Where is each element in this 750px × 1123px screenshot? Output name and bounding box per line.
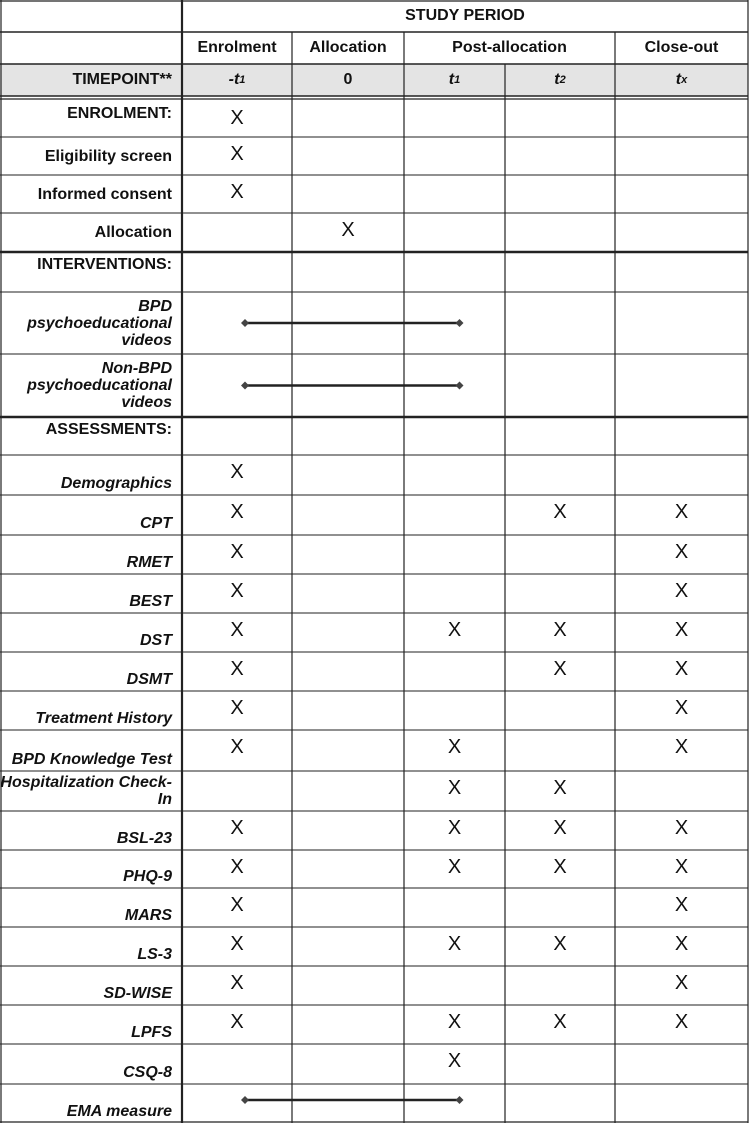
mark-bpd-knowledge-test-col-0: X bbox=[230, 736, 244, 758]
row-label-treatment-history: Treatment History bbox=[35, 710, 172, 727]
phase-header-close-out: Close-out bbox=[644, 39, 719, 56]
row-label-bpd-psychoeducational-videos: BPD psychoeducational videos bbox=[27, 297, 172, 349]
mark-csq-8-col-2: X bbox=[447, 1050, 462, 1072]
timepoint-subscript: x bbox=[681, 74, 688, 86]
mark-bpd-knowledge-test-col-2: X bbox=[447, 736, 462, 758]
mark-bsl-23-col-0: X bbox=[230, 817, 244, 839]
row-label-cpt: CPT bbox=[140, 515, 172, 532]
row-label-rmet: RMET bbox=[126, 554, 172, 571]
mark-sd-wise-col-4: X bbox=[674, 972, 689, 994]
row-label-eligibility-screen: Eligibility screen bbox=[44, 147, 172, 165]
arrow-diamond-non-bpd-psychoeducational-videos-1 bbox=[456, 382, 464, 390]
timepoint-4 bbox=[615, 64, 748, 96]
row-label-phq-9: PHQ-9 bbox=[123, 868, 172, 885]
row-label-demographics: Demographics bbox=[60, 475, 172, 492]
mark-enrolment-col-0: X bbox=[230, 107, 244, 129]
row-label-csq-8: CSQ-8 bbox=[123, 1064, 172, 1081]
phase-header-allocation: Allocation bbox=[309, 39, 387, 56]
arrow-diamond-ema-measure-1 bbox=[456, 1096, 464, 1104]
mark-phq-9-col-2: X bbox=[447, 856, 462, 878]
mark-dsmt-col-3: X bbox=[553, 658, 567, 680]
row-label-mars: MARS bbox=[124, 907, 172, 924]
phase-header-enrolment: Enrolment bbox=[197, 39, 277, 56]
timepoint-0 bbox=[182, 64, 292, 96]
mark-cpt-col-0: X bbox=[230, 501, 244, 523]
timepoint-2 bbox=[404, 64, 505, 96]
mark-dst-col-2: X bbox=[447, 619, 462, 641]
mark-lpfs-col-3: X bbox=[553, 1011, 567, 1033]
timepoint-subscript: 2 bbox=[559, 74, 566, 86]
row-label-ls-3: LS-3 bbox=[137, 946, 172, 963]
mark-ls-3-col-4: X bbox=[674, 933, 689, 955]
timepoint-symbol: 0 bbox=[343, 71, 353, 88]
study-period-heading: STUDY PERIOD bbox=[405, 7, 525, 24]
mark-hospitalization-check-in-col-2: X bbox=[447, 777, 462, 799]
mark-dsmt-col-0: X bbox=[230, 658, 244, 680]
mark-phq-9-col-3: X bbox=[553, 856, 567, 878]
arrow-diamond-bpd-psychoeducational-videos-0 bbox=[241, 319, 249, 327]
mark-mars-col-0: X bbox=[230, 894, 244, 916]
row-label-sd-wise: SD-WISE bbox=[103, 985, 172, 1002]
mark-dst-col-3: X bbox=[553, 619, 567, 641]
mark-phq-9-col-0: X bbox=[230, 856, 244, 878]
row-label-allocation: Allocation bbox=[94, 224, 172, 241]
row-label-interventions: INTERVENTIONS: bbox=[37, 256, 172, 273]
mark-best-col-4: X bbox=[674, 580, 689, 602]
mark-mars-col-4: X bbox=[674, 894, 689, 916]
mark-bsl-23-col-2: X bbox=[447, 817, 462, 839]
arrow-diamond-non-bpd-psychoeducational-videos-0 bbox=[241, 382, 249, 390]
mark-phq-9-col-4: X bbox=[674, 856, 689, 878]
row-label-lpfs: LPFS bbox=[131, 1024, 172, 1041]
row-label-enrolment: ENROLMENT: bbox=[67, 105, 172, 122]
row-label-non-bpd-psychoeducational-videos: Non-BPD psychoeducational videos bbox=[27, 360, 172, 411]
timepoint-symbol: -t bbox=[228, 71, 240, 88]
mark-lpfs-col-0: X bbox=[230, 1011, 244, 1033]
row-label-ema-measure: EMA measure bbox=[66, 1103, 172, 1120]
mark-eligibility-screen-col-0: X bbox=[230, 143, 244, 165]
row-label-dsmt: DSMT bbox=[126, 671, 172, 688]
mark-lpfs-col-2: X bbox=[447, 1011, 462, 1033]
mark-cpt-col-3: X bbox=[553, 501, 567, 523]
arrow-diamond-bpd-psychoeducational-videos-1 bbox=[456, 319, 464, 327]
row-label-bsl-23: BSL-23 bbox=[116, 830, 172, 847]
mark-rmet-col-0: X bbox=[230, 541, 244, 563]
timepoint-subscript: 1 bbox=[239, 74, 246, 86]
phase-header-post-allocation: Post-allocation bbox=[452, 39, 567, 56]
mark-bpd-knowledge-test-col-4: X bbox=[674, 736, 689, 758]
timepoint-3 bbox=[505, 64, 615, 96]
mark-bsl-23-col-3: X bbox=[553, 817, 567, 839]
mark-demographics-col-0: X bbox=[230, 461, 244, 483]
mark-ls-3-col-2: X bbox=[447, 933, 462, 955]
row-label-assessments: ASSESSMENTS: bbox=[45, 421, 172, 438]
mark-rmet-col-4: X bbox=[674, 541, 689, 563]
mark-lpfs-col-4: X bbox=[674, 1011, 689, 1033]
mark-sd-wise-col-0: X bbox=[230, 972, 244, 994]
mark-hospitalization-check-in-col-3: X bbox=[553, 777, 567, 799]
mark-ls-3-col-0: X bbox=[230, 933, 244, 955]
timepoint-symbol: t bbox=[448, 71, 455, 88]
mark-treatment-history-col-4: X bbox=[674, 697, 689, 719]
mark-best-col-0: X bbox=[230, 580, 244, 602]
row-label-informed-consent: Informed consent bbox=[37, 185, 172, 203]
mark-informed-consent-col-0: X bbox=[230, 181, 244, 203]
row-label-best: BEST bbox=[129, 593, 172, 610]
arrow-diamond-ema-measure-0 bbox=[241, 1096, 249, 1104]
row-label-hospitalization-check-in: Hospitalization Check-In bbox=[0, 774, 172, 808]
mark-cpt-col-4: X bbox=[674, 501, 689, 523]
timepoint-symbol: t bbox=[675, 71, 682, 88]
mark-allocation-col-1: X bbox=[341, 219, 355, 241]
mark-treatment-history-col-0: X bbox=[230, 697, 244, 719]
mark-dst-col-4: X bbox=[674, 619, 689, 641]
row-label-bpd-knowledge-test: BPD Knowledge Test bbox=[11, 751, 172, 768]
row-label-dst: DST bbox=[140, 632, 172, 649]
timepoint-symbol: t bbox=[554, 71, 560, 88]
mark-bsl-23-col-4: X bbox=[674, 817, 689, 839]
mark-ls-3-col-3: X bbox=[553, 933, 567, 955]
timepoint-1 bbox=[292, 64, 404, 96]
timepoint-subscript: 1 bbox=[454, 74, 461, 86]
mark-dsmt-col-4: X bbox=[674, 658, 689, 680]
mark-dst-col-0: X bbox=[230, 619, 244, 641]
timepoint-label: TIMEPOINT** bbox=[72, 71, 172, 88]
